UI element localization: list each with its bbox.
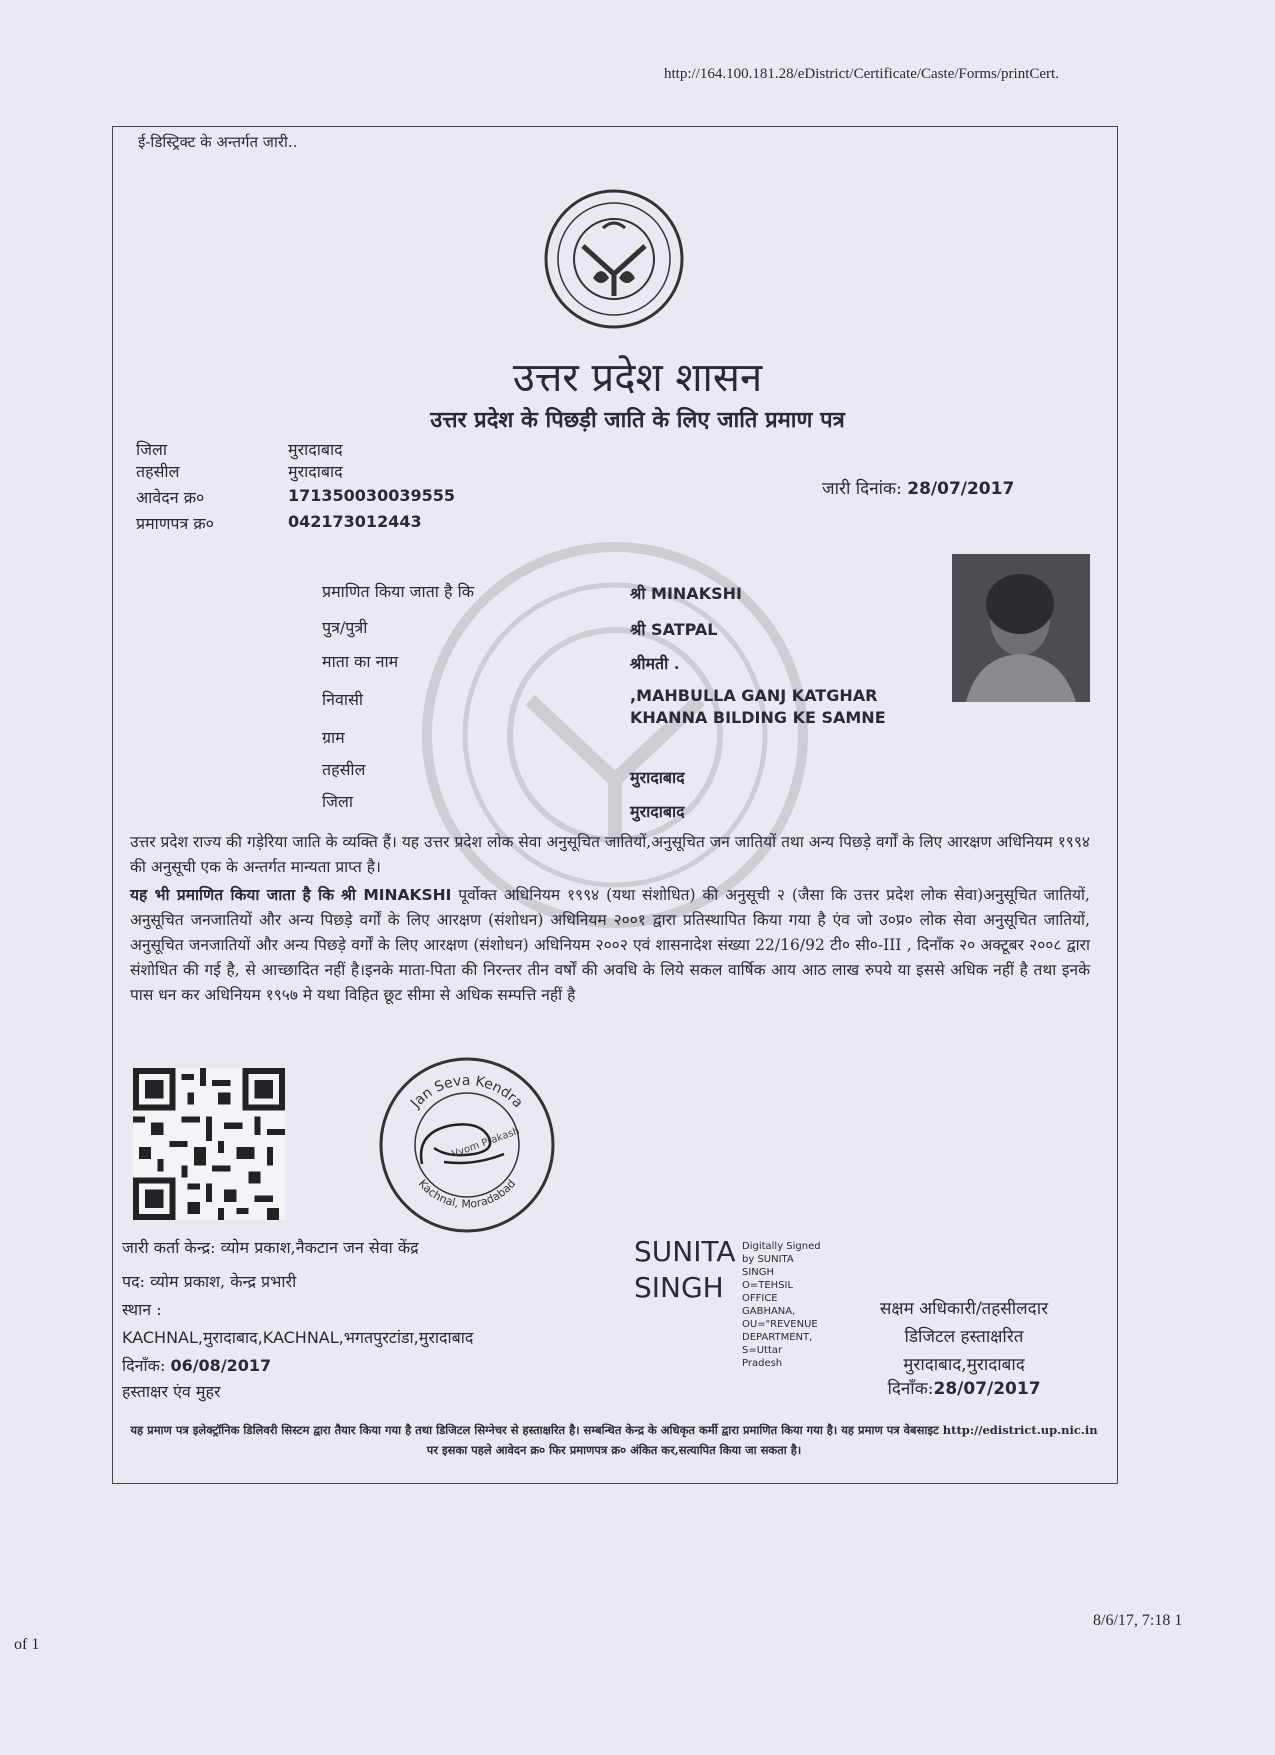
sig-line: OU="REVENUE — [742, 1319, 818, 1330]
authority-date-label: दिनाँक: — [887, 1379, 934, 1399]
mother-label: माता का नाम — [322, 652, 399, 671]
sig-line: Digitally Signed — [742, 1241, 821, 1252]
person-tehsil-label: तहसील — [322, 760, 366, 779]
application-no-label: आवेदन क्र० — [136, 488, 205, 507]
residence-value-line2: KHANNA BILDING KE SAMNE — [630, 708, 886, 727]
qr-code-icon — [132, 1068, 286, 1220]
sign-and-seal-label: हस्ताक्षर एंव मुहर — [122, 1382, 221, 1401]
issue-date — [822, 476, 1014, 499]
person-district-value: मुरादाबाद — [630, 802, 685, 821]
verification-footnote: यह प्रमाण पत्र इलेक्ट्रॉनिक डिलिवरी सिस्टम द्वारा तैयार किया गया है तथा डिजिटल सिग्नेचर से हस्ताक्षरित है। सम्बन्धित केन्द्र के अधिकृत कर्मी द्वारा प्रमाणित किया गया है। यह प्रमाण पत्र वेबसाइट http://edistrict.up.nic.in पर इसका पहले आवेदन क्र० फिर प्रमाणपत्र क्र० अंकित कर,सत्यापित किया जा सकता है। — [130, 1423, 1098, 1457]
paragraph2-name: श्री MINAKSHI — [340, 886, 452, 904]
place-value: KACHNAL,मुरादाबाद,KACHNAL,भगतपुरटांडा,मुरादाबाद — [122, 1328, 474, 1347]
place-label: स्थान : — [122, 1300, 162, 1319]
authority-date-value: 28/07/2017 — [933, 1379, 1041, 1399]
sig-line: GABHANA, — [742, 1306, 796, 1317]
issuing-center — [122, 1236, 419, 1258]
district-value: मुरादाबाद — [288, 440, 343, 459]
up-government-emblem-icon — [543, 188, 685, 330]
authority-digital-sign: डिजिटल हस्ताक्षरित — [904, 1327, 1024, 1347]
tehsil-label: तहसील — [136, 462, 180, 481]
sig-line: DEPARTMENT, — [742, 1332, 813, 1343]
person-district-label: जिला — [322, 792, 354, 811]
sig-line: SINGH — [742, 1267, 775, 1278]
stamp-signature-text: Vyom Prakash — [450, 1125, 522, 1161]
certificate-subheading: उत्तर प्रदेश के पिछड़ी जाति के लिए जाति प्रमाण पत्र — [430, 407, 845, 433]
issuing-center-label: जारी कर्ता केन्द्र: — [122, 1238, 216, 1257]
page-count: of 1 — [14, 1636, 40, 1653]
print-url: http://164.100.181.28/eDistrict/Certificate/Caste/Forms/printCert. — [664, 66, 1059, 82]
authority-place: मुरादाबाद,मुरादाबाद — [903, 1355, 1025, 1375]
paragraph2-body: पूर्वोक्त अधिनियम १९९४ (यथा संशोधित) की अनुसूची २ (जैसा कि उत्तर प्रदेश लोक सेवा)अनुसूचित जातियों, अनुसूचित जनजातियों और अन्य पिछड़े वर्गों के लिए आरक्षण (संशोधन) अधिनियम २००१ द्वारा प्रतिस्थापित किया गया है एंव जो उ०प्र० लोक सेवा अनुसूचित जातियों, अनुसूचित जनजातियों और अन्य पिछड़े वर्गों के लिए आरक्षण (संशोधन) अधिनियम २००२ एवं शासनादेश संख्या 22/16/92 टी० सी०-III , दिनाँक २० अक्टूबर २००८ द्वारा संशोधित की गई है, से आच्छादित नहीं है।इनके माता-पिता की निरन्तर तीन वर्षों की अवधि के लिये सकल वार्षिक आय आठ लाख रुपये या इससे अधिक नहीं है तथा इनके पास धन कर अधिनियम १९५७ मे यथा विहित छूट सीमा से अधिक सम्पत्ति नहीं है — [130, 886, 1090, 1004]
post-label: पद: — [122, 1272, 145, 1291]
signer-last-name: SINGH — [634, 1271, 724, 1304]
certificate-no-label: प्रमाणपत्र क्र० — [136, 514, 214, 533]
print-timestamp: 8/6/17, 7:18 1 — [1093, 1612, 1183, 1629]
signer-first-name: SUNITA — [634, 1235, 736, 1268]
center-date-value: 06/08/2017 — [170, 1356, 272, 1375]
sig-line: O=TEHSIL — [742, 1280, 794, 1291]
digital-signer-name — [634, 1234, 736, 1306]
district-label: जिला — [136, 440, 168, 459]
digital-signature-details — [742, 1240, 821, 1370]
residence-value-line1: ,MAHBULLA GANJ KATGHAR — [630, 686, 878, 705]
applicant-photo — [952, 554, 1090, 702]
certified-label: प्रमाणित किया जाता है कि — [322, 582, 475, 601]
stamp-top-text: Jan Seva Kendra — [407, 1072, 526, 1112]
sig-line: OFFICE — [742, 1293, 778, 1304]
application-no-value: 171350030039555 — [288, 486, 455, 505]
village-label: ग्राम — [322, 728, 345, 747]
person-photo-icon — [952, 554, 1090, 702]
post — [122, 1270, 296, 1292]
sig-line: by SUNITA — [742, 1254, 794, 1265]
caste-paragraph: उत्तर प्रदेश राज्य की गड़ेरिया जाति के व्यक्ति हैं। यह उत्तर प्रदेश लोक सेवा अनुसूचित जातियों,अनुसूचित जन जातियों तथा अन्य पिछड़े वर्गों के लिए आरक्षण अधिनियम १९९४ की अनुसूची एक के अन्तर्गत मान्यता प्राप्त है। — [130, 833, 1090, 876]
issued-under-note: ई-डिस्ट्रिक्ट के अन्तर्गत जारी.. — [138, 133, 298, 151]
issue-date-label: जारी दिनांक: — [822, 479, 902, 499]
mother-value: श्रीमती . — [630, 654, 680, 673]
center-date-label: दिनाँक: — [122, 1356, 166, 1375]
center-date — [122, 1354, 271, 1376]
sig-line: S=Uttar — [742, 1345, 783, 1356]
stamp-bottom-text: Kachnal, Moradabad — [415, 1177, 519, 1211]
sig-line: Pradesh — [742, 1358, 783, 1369]
authority-title: सक्षम अधिकारी/तहसीलदार — [879, 1299, 1049, 1319]
authority-date — [844, 1376, 1084, 1399]
paragraph2-prefix: यह भी प्रमाणित किया जाता है कि — [130, 885, 335, 904]
certificate-heading: उत्तर प्रदेश शासन — [512, 355, 763, 401]
tehsil-value: मुरादाबाद — [288, 462, 343, 481]
parent-value: श्री SATPAL — [630, 620, 718, 639]
certificate-no-value: 042173012443 — [288, 512, 422, 531]
parent-label: पुत्र/पुत्री — [322, 618, 368, 637]
jan-seva-kendra-stamp — [374, 1052, 560, 1238]
residence-label: निवासी — [322, 690, 364, 709]
post-value: व्योम प्रकाश, केन्द्र प्रभारी — [150, 1272, 297, 1291]
issuing-center-value: व्योम प्रकाश,नैकटान जन सेवा केंद्र — [220, 1238, 419, 1257]
issue-date-value: 28/07/2017 — [907, 479, 1015, 499]
person-tehsil-value: मुरादाबाद — [630, 768, 685, 787]
name-value: श्री MINAKSHI — [630, 584, 742, 603]
creamy-layer-paragraph — [130, 882, 1090, 1008]
